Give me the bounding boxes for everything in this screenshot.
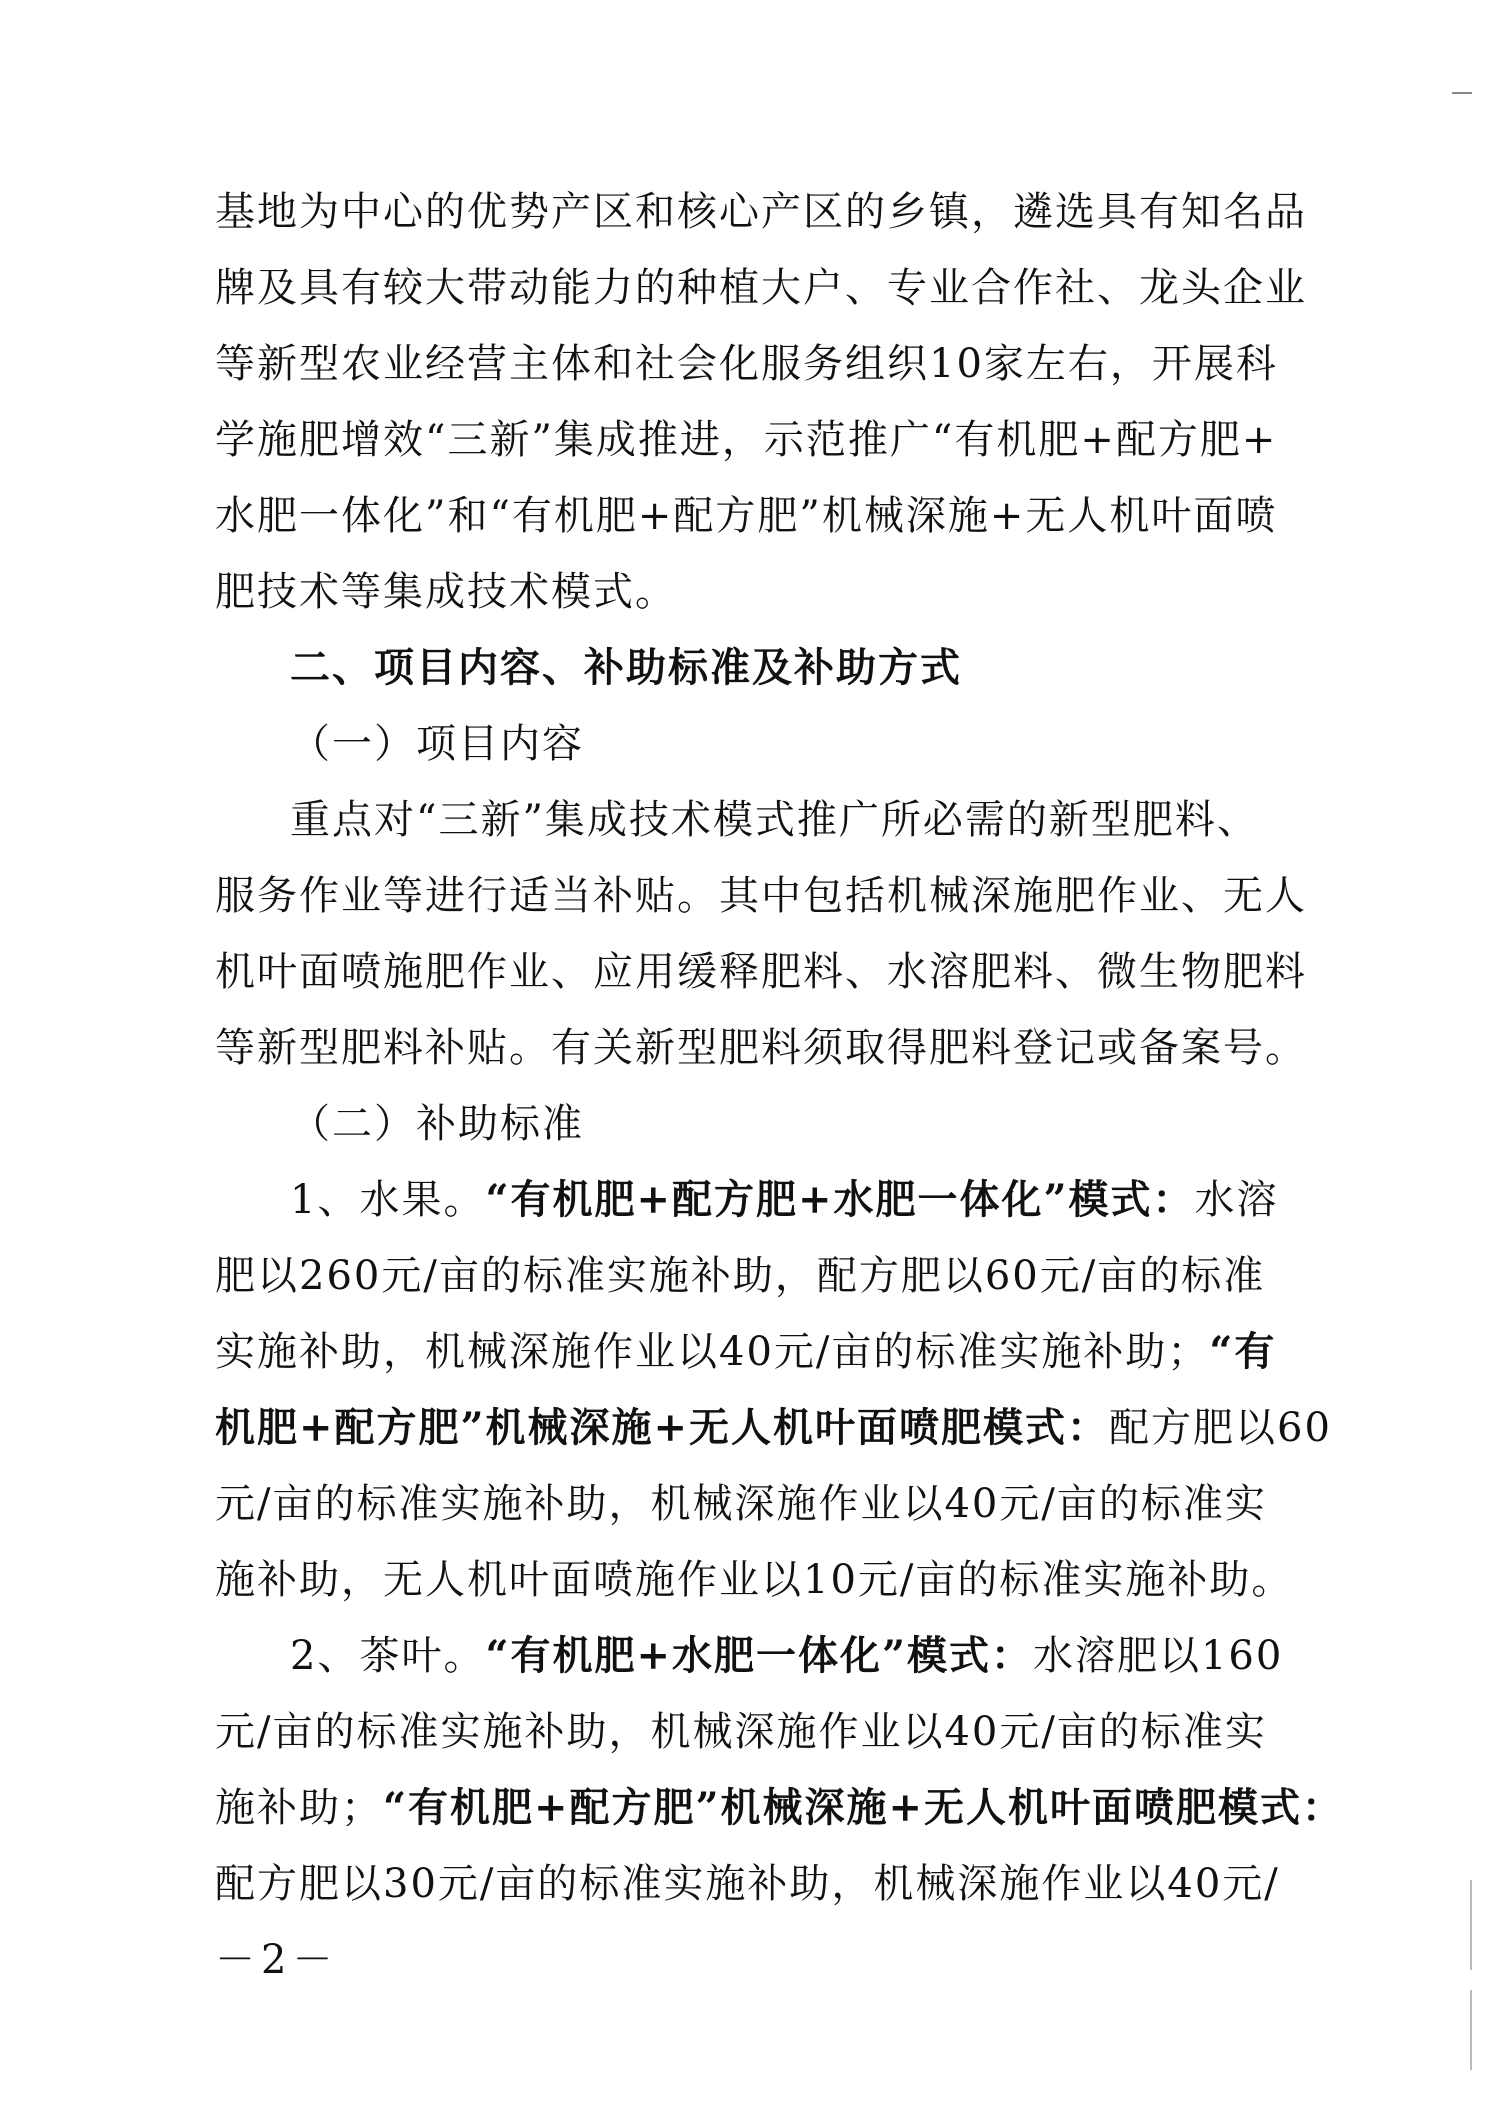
section-heading: 二、项目内容、补助标准及补助方式 bbox=[290, 644, 962, 691]
body-line-21: 元/亩的标准实施补助，机械深施作业以40元/亩的标准实 bbox=[215, 1709, 1267, 1755]
body-line-19: 施补助，无人机叶面喷施作业以10元/亩的标准实施补助。 bbox=[215, 1557, 1294, 1603]
body-line-18: 元/亩的标准实施补助，机械深施作业以40元/亩的标准实 bbox=[215, 1481, 1267, 1527]
subsection-heading-2: （二）补助标准 bbox=[290, 1101, 584, 1147]
body-line-14: 1、水果。“有机肥+配方肥+水肥一体化”模式：水溶 bbox=[290, 1176, 1279, 1223]
body-line-10: 服务作业等进行适当补贴。其中包括机械深施肥作业、无人 bbox=[215, 873, 1307, 919]
body-line-17: 机肥+配方肥”机械深施+无人机叶面喷肥模式：配方肥以60 bbox=[215, 1404, 1332, 1451]
scan-edge-mark bbox=[1470, 1990, 1472, 2070]
page-number: －2－ bbox=[215, 1937, 339, 1983]
body-line-2: 牌及具有较大带动能力的种植大户、专业合作社、龙头企业 bbox=[215, 265, 1307, 311]
body-line-23: 配方肥以30元/亩的标准实施补助，机械深施作业以40元/ bbox=[215, 1861, 1280, 1907]
body-line-22: 施补助；“有机肥+配方肥”机械深施+无人机叶面喷肥模式： bbox=[215, 1784, 1345, 1831]
body-line-12: 等新型肥料补贴。有关新型肥料须取得肥料登记或备案号。 bbox=[215, 1025, 1307, 1071]
body-line-4: 学施肥增效“三新”集成推进，示范推广“有机肥+配方肥+ bbox=[215, 417, 1278, 463]
body-line-15: 肥以260元/亩的标准实施补助，配方肥以60元/亩的标准 bbox=[215, 1253, 1266, 1299]
body-line-16: 实施补助，机械深施作业以40元/亩的标准实施补助；“有 bbox=[215, 1328, 1277, 1375]
scan-edge-mark bbox=[1470, 1880, 1472, 1970]
body-line-5: 水肥一体化”和“有机肥+配方肥”机械深施+无人机叶面喷 bbox=[215, 493, 1278, 539]
body-line-1: 基地为中心的优势产区和核心产区的乡镇，遴选具有知名品 bbox=[215, 189, 1307, 235]
scan-edge-mark bbox=[1452, 92, 1472, 94]
body-line-3: 等新型农业经营主体和社会化服务组织10家左右，开展科 bbox=[215, 341, 1278, 387]
subsection-heading-1: （一）项目内容 bbox=[290, 721, 584, 767]
body-line-9: 重点对“三新”集成技术模式推广所必需的新型肥料、 bbox=[290, 797, 1259, 843]
body-line-6: 肥技术等集成技术模式。 bbox=[215, 569, 677, 615]
body-line-11: 机叶面喷施肥作业、应用缓释肥料、水溶肥料、微生物肥料 bbox=[215, 949, 1307, 995]
body-line-20: 2、茶叶。“有机肥+水肥一体化”模式：水溶肥以160 bbox=[290, 1632, 1284, 1679]
